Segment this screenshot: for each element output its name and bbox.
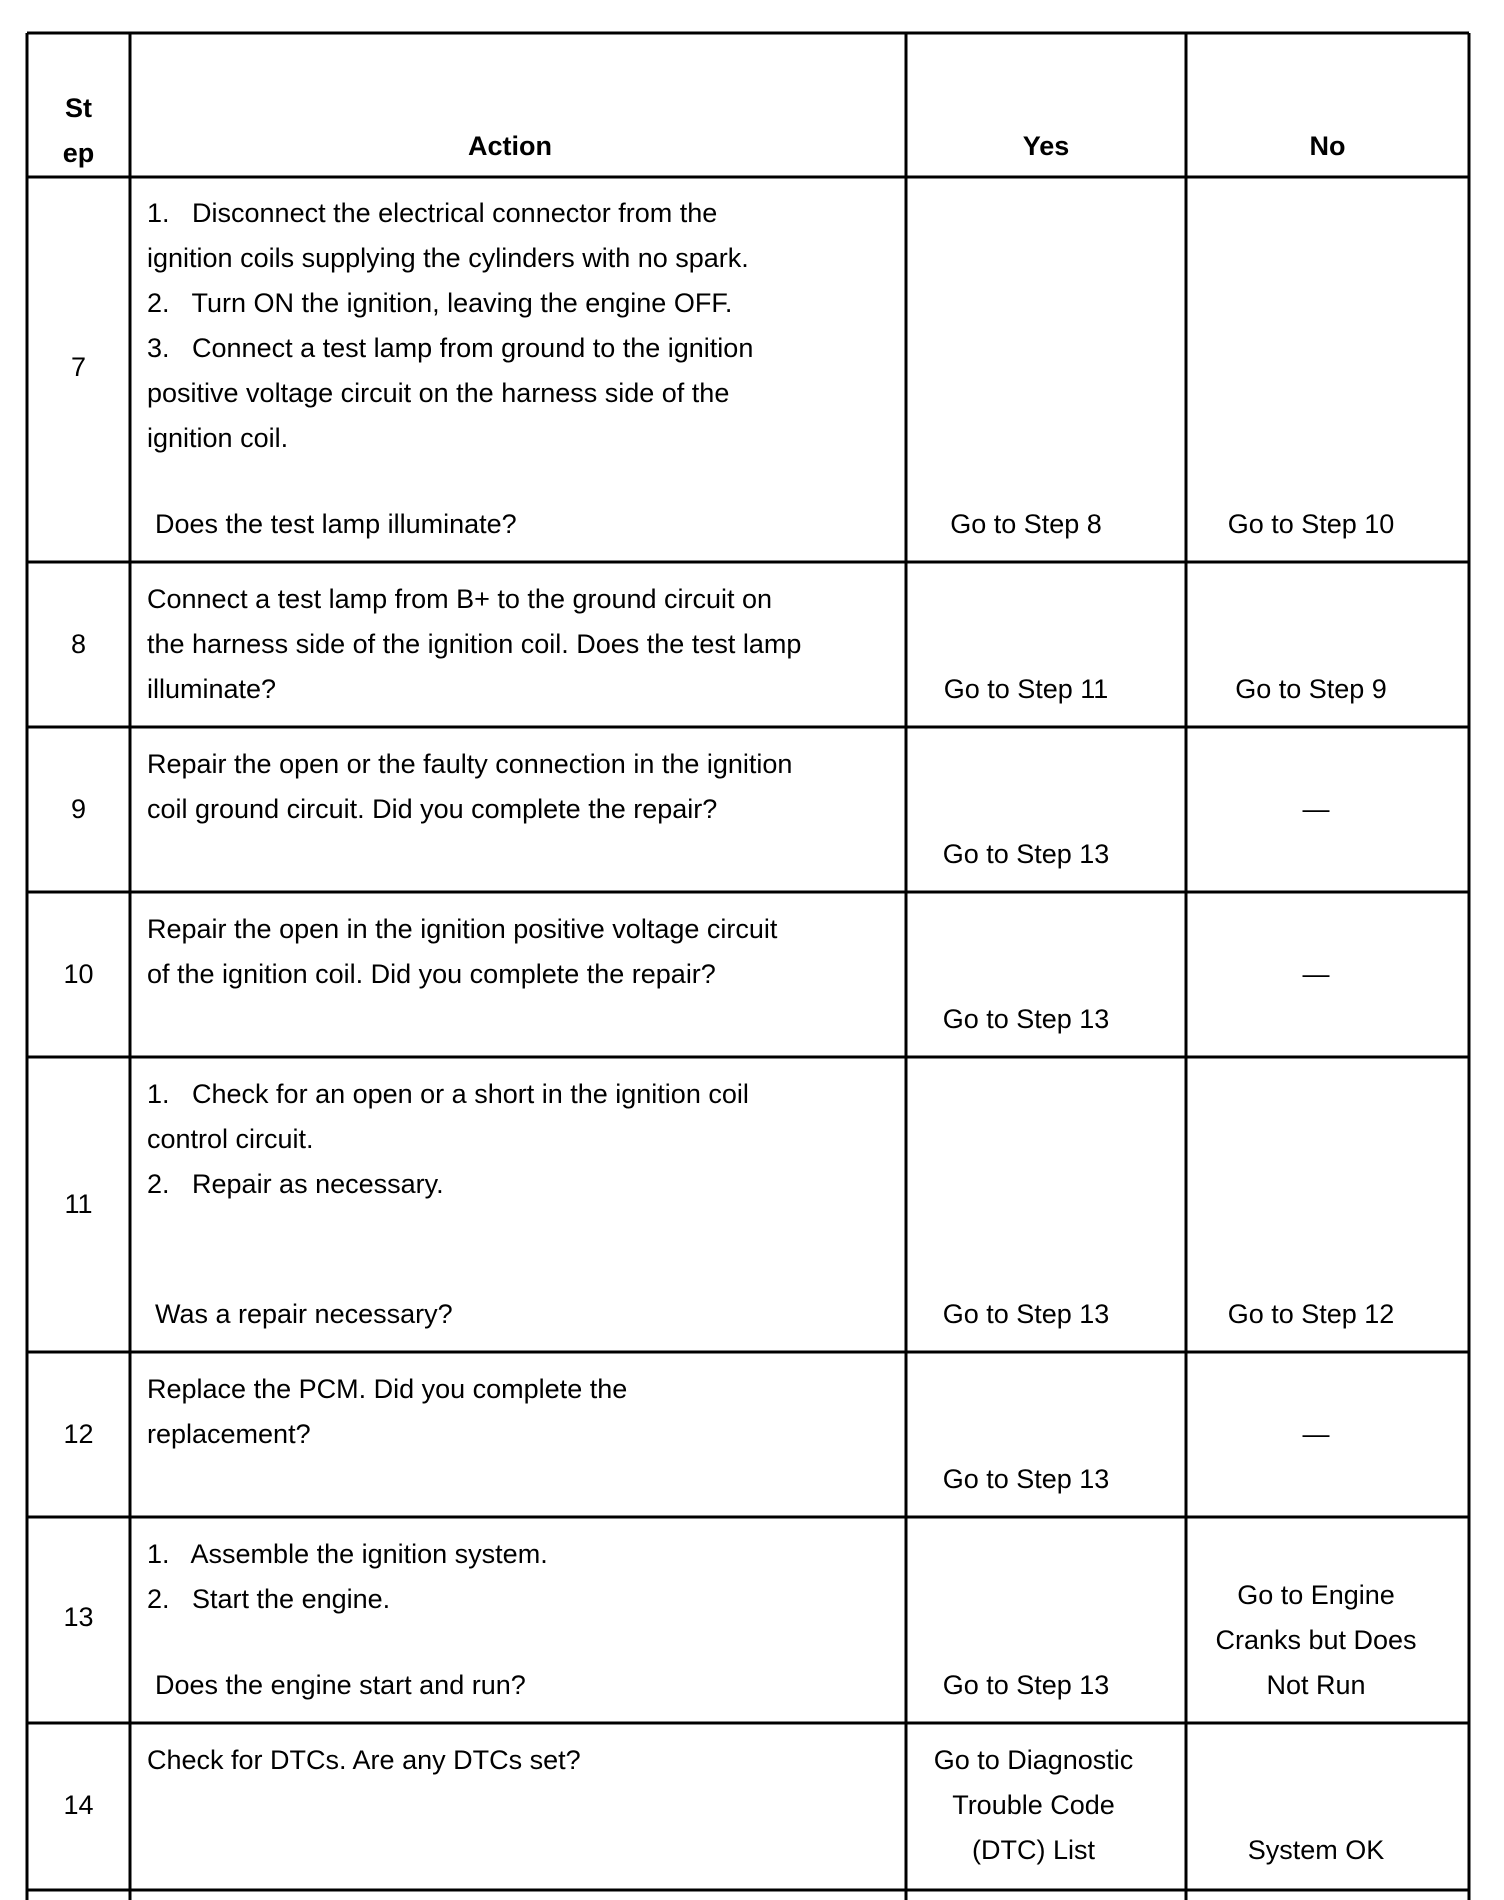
- header-no: No: [1309, 131, 1346, 161]
- step-number: 11: [64, 1189, 93, 1219]
- no-result: —: [1302, 959, 1330, 989]
- header-step: St ep: [62, 93, 95, 168]
- action-question: Was a repair necessary?: [155, 1299, 453, 1329]
- yes-result: Go to Step 13: [942, 1464, 1110, 1494]
- step-number: 10: [63, 959, 94, 989]
- step-number: 14: [63, 1790, 94, 1820]
- yes-result: Go to Step 13: [942, 1004, 1110, 1034]
- step-number: 12: [63, 1419, 94, 1449]
- action-question: Does the engine start and run?: [155, 1670, 526, 1700]
- action-text: Repair the open or the faulty connection in the ignition coil ground circuit. Did you complete the repair?: [147, 749, 793, 824]
- header-action: Action: [468, 131, 552, 161]
- step-number: 7: [70, 352, 87, 382]
- yes-result: Go to Step 13: [942, 1299, 1110, 1329]
- no-result: System OK: [1247, 1835, 1385, 1865]
- action-text: Check for DTCs. Are any DTCs set?: [147, 1745, 581, 1775]
- no-result: —: [1302, 1419, 1330, 1449]
- action-text: Repair the open in the ignition positive voltage circuit of the ignition coil. Did you complete the repair?: [147, 914, 778, 989]
- action-question: Does the test lamp illuminate?: [155, 509, 517, 539]
- yes-result: Go to Step 13: [942, 1670, 1110, 1700]
- step-number: 13: [63, 1602, 94, 1632]
- yes-result: Go to Step 11: [943, 674, 1109, 704]
- yes-result: Go to Step 8: [950, 509, 1102, 539]
- yes-result: Go to Diagnostic Trouble Code (DTC) List: [933, 1745, 1134, 1865]
- action-text: 1. Disconnect the electrical connector from the ignition coils supplying the cylinders with no spark. 2. Turn ON the ignition, leaving the engine OFF. 3. Connect a test lamp from ground to the ignition positive voltage circuit on the harness side of the ignition coil.: [147, 198, 754, 453]
- no-result: Go to Step 9: [1235, 674, 1387, 704]
- yes-result: Go to Step 13: [942, 839, 1110, 869]
- action-text: 1. Assemble the ignition system. 2. Start the engine.: [147, 1539, 548, 1614]
- no-result: —: [1302, 794, 1330, 824]
- action-text: Replace the PCM. Did you complete the replacement?: [147, 1374, 628, 1449]
- action-text: 1. Check for an open or a short in the ignition coil control circuit. 2. Repair as necessary.: [147, 1079, 749, 1199]
- no-result: Go to Engine Cranks but Does Not Run: [1215, 1580, 1417, 1700]
- action-text: Connect a test lamp from B+ to the ground circuit on the harness side of the ignition coil. Does the test lamp illuminate?: [147, 584, 802, 704]
- header-yes: Yes: [1022, 131, 1070, 161]
- step-number: 8: [70, 629, 87, 659]
- no-result: Go to Step 10: [1227, 509, 1395, 539]
- no-result: Go to Step 12: [1227, 1299, 1395, 1329]
- step-number: 9: [70, 794, 87, 824]
